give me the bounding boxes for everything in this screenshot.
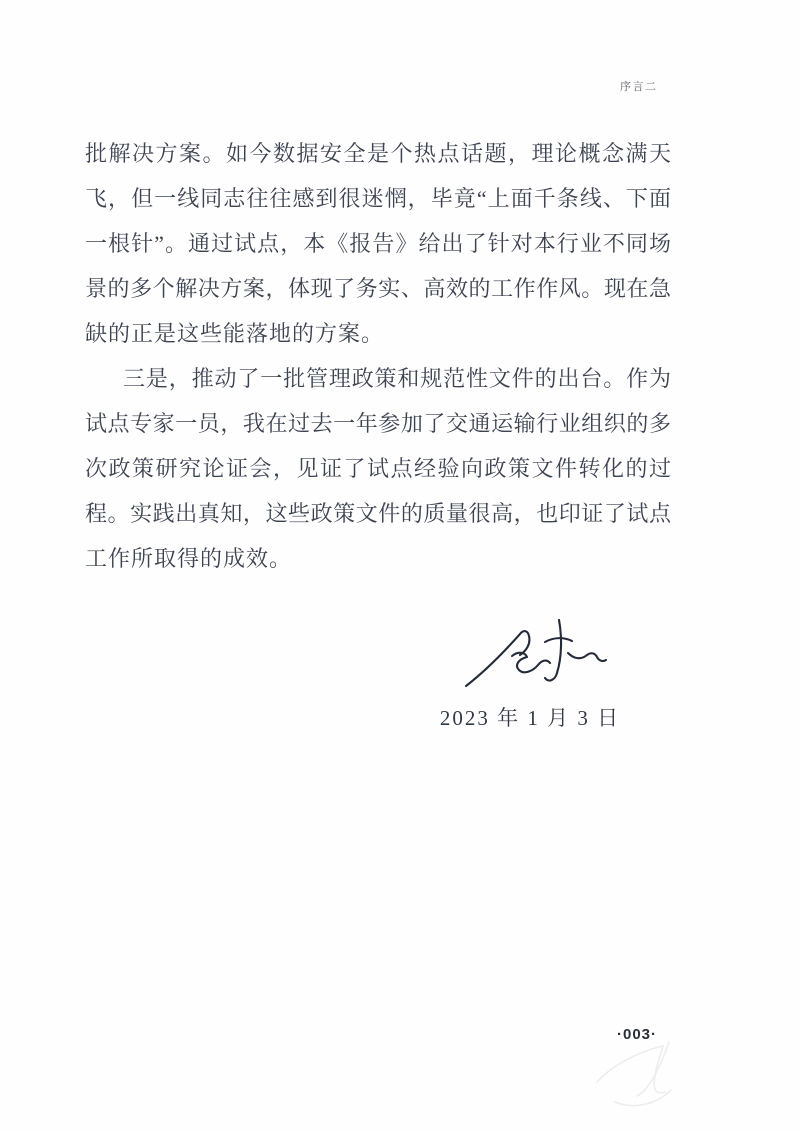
text-line: 三是，推动了一批管理政策和规范性文件的出台。作为	[123, 366, 671, 391]
scan-crease-artifact	[585, 1032, 795, 1131]
text-line: 飞，但一线同志往往感到很迷惘，毕竟“上面千条线、下面	[85, 186, 671, 211]
text-line: 景的多个解决方案，体现了务实、高效的工作作风。现在急	[85, 276, 671, 301]
page-number: ·003·	[616, 1026, 658, 1043]
text-line: 缺的正是这些能落地的方案。	[85, 321, 385, 346]
text-line: 批解决方案。如今数据安全是个热点话题，理论概念满天	[85, 141, 671, 166]
text-line: 程。实践出真知，这些政策文件的质量很高，也印证了试点	[85, 501, 671, 526]
date-line: 2023 年 1 月 3 日	[439, 706, 621, 730]
signature-strokes-icon	[458, 612, 608, 697]
running-head: 序言二	[620, 81, 658, 93]
text-line: 次政策研究论证会，见证了试点经验向政策文件转化的过	[85, 456, 671, 481]
handwritten-signature	[458, 612, 608, 697]
text-line: 工作所取得的成效。	[85, 546, 293, 571]
text-line: 试点专家一员，我在过去一年参加了交通运输行业组织的多	[85, 411, 671, 436]
text-line: 一根针”。通过试点，本《报告》给出了针对本行业不同场	[85, 231, 671, 256]
body-text	[85, 131, 671, 581]
